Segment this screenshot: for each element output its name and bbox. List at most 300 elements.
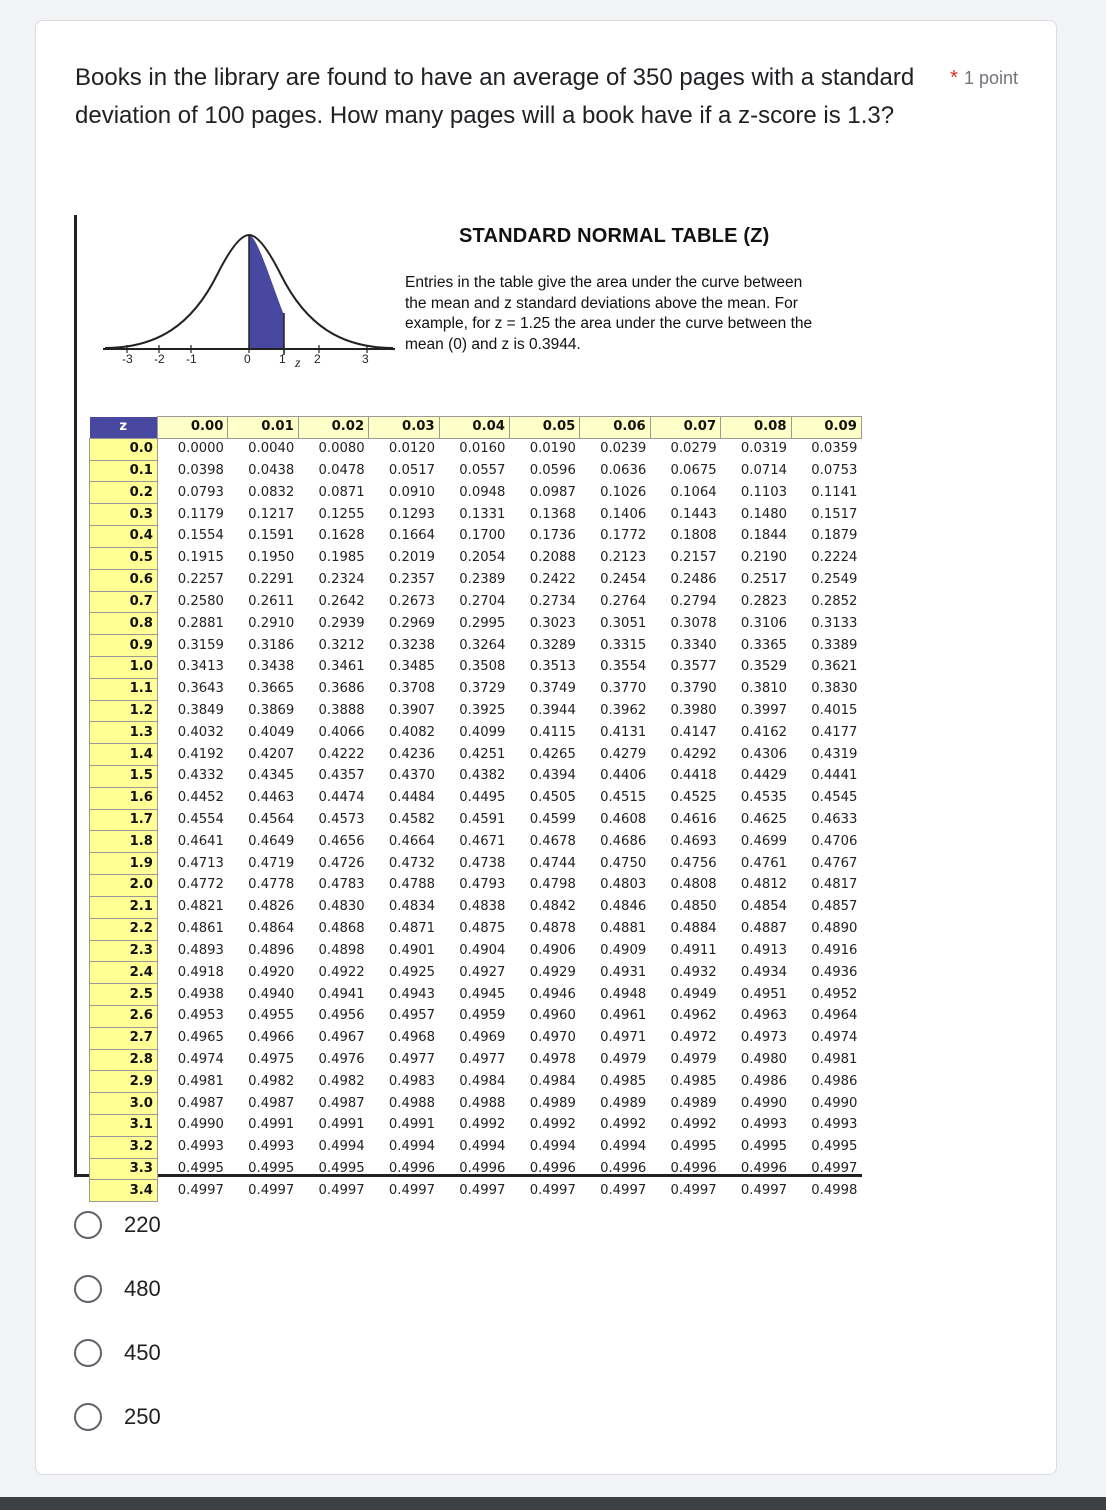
table-cell: 0.4973 bbox=[740, 1030, 788, 1046]
table-cell: 0.4997 bbox=[459, 1182, 506, 1198]
table-cell: 0.4236 bbox=[388, 746, 436, 762]
table-cell: 0.4515 bbox=[600, 790, 647, 806]
answer-options bbox=[74, 1193, 161, 1449]
table-row bbox=[90, 1115, 862, 1137]
table-cell: 0.4982 bbox=[248, 1073, 295, 1089]
table-cell: 0.4996 bbox=[600, 1161, 647, 1177]
table-cell: 0.1517 bbox=[811, 506, 858, 522]
table-cell: 0.4991 bbox=[248, 1117, 295, 1133]
row-header: 0.3 bbox=[90, 504, 158, 526]
table-cell: 0.4846 bbox=[600, 899, 647, 915]
axis-tick-label: 1 bbox=[279, 352, 286, 366]
radio-button[interactable] bbox=[74, 1403, 102, 1431]
table-cell: 0.3485 bbox=[388, 659, 436, 675]
standard-normal-table-image bbox=[74, 215, 862, 1198]
table-cell: 0.4990 bbox=[740, 1095, 788, 1111]
table-cell: 0.4980 bbox=[740, 1051, 788, 1067]
answer-option[interactable] bbox=[74, 1385, 161, 1449]
table-cell: 0.3023 bbox=[529, 615, 576, 631]
row-header: 0.6 bbox=[90, 569, 158, 591]
table-cell: 0.2939 bbox=[318, 615, 365, 631]
table-row bbox=[90, 1071, 862, 1093]
table-cell: 0.0279 bbox=[670, 441, 717, 457]
table-cell: 0.4961 bbox=[600, 1008, 647, 1024]
table-cell: 0.4192 bbox=[177, 746, 224, 762]
table-row bbox=[90, 766, 862, 788]
table-cell: 0.0948 bbox=[459, 484, 506, 500]
table-cell: 0.4115 bbox=[529, 724, 576, 740]
table-cell: 0.2910 bbox=[248, 615, 295, 631]
table-cell: 0.4793 bbox=[459, 877, 506, 893]
table-row bbox=[90, 1005, 862, 1027]
table-cell: 0.4994 bbox=[600, 1139, 647, 1155]
table-cell: 0.4985 bbox=[600, 1073, 647, 1089]
table-cell: 0.4871 bbox=[388, 921, 436, 937]
table-cell: 0.3665 bbox=[248, 681, 295, 697]
table-cell: 0.4975 bbox=[248, 1051, 295, 1067]
table-cell: 0.4992 bbox=[670, 1117, 717, 1133]
table-cell: 0.4955 bbox=[248, 1008, 295, 1024]
table-cell: 0.4936 bbox=[811, 964, 858, 980]
table-cell: 0.3810 bbox=[740, 681, 788, 697]
table-cell: 0.1985 bbox=[318, 550, 365, 566]
radio-button[interactable] bbox=[74, 1211, 102, 1239]
table-cell: 0.3159 bbox=[177, 637, 224, 653]
table-cell: 0.4452 bbox=[177, 790, 224, 806]
table-cell: 0.4997 bbox=[248, 1182, 295, 1198]
table-cell: 0.4279 bbox=[600, 746, 647, 762]
table-cell: 0.1879 bbox=[811, 528, 858, 544]
table-row bbox=[90, 896, 862, 918]
table-cell: 0.2357 bbox=[388, 572, 436, 588]
table-cell: 0.4952 bbox=[811, 986, 858, 1002]
column-header: 0.07 bbox=[650, 417, 720, 439]
table-cell: 0.4963 bbox=[740, 1008, 788, 1024]
option-label[interactable]: 450 bbox=[124, 1340, 161, 1365]
table-cell: 0.4649 bbox=[248, 833, 295, 849]
table-cell: 0.3438 bbox=[248, 659, 295, 675]
table-cell: 0.4357 bbox=[318, 768, 365, 784]
table-cell: 0.4996 bbox=[670, 1161, 717, 1177]
table-row bbox=[90, 678, 862, 700]
table-row bbox=[90, 809, 862, 831]
table-cell: 0.4830 bbox=[318, 899, 365, 915]
table-cell: 0.0832 bbox=[248, 484, 295, 500]
table-cell: 0.2389 bbox=[459, 572, 506, 588]
answer-option[interactable] bbox=[74, 1257, 161, 1321]
row-header: 0.9 bbox=[90, 635, 158, 657]
table-cell: 0.3340 bbox=[670, 637, 717, 653]
table-cell: 0.3365 bbox=[740, 637, 788, 653]
table-cell: 0.0987 bbox=[529, 484, 576, 500]
row-header: 0.2 bbox=[90, 482, 158, 504]
option-label[interactable]: 220 bbox=[124, 1212, 161, 1237]
table-cell: 0.4920 bbox=[248, 964, 295, 980]
table-cell: 0.3980 bbox=[670, 702, 717, 718]
table-cell: 0.3289 bbox=[529, 637, 576, 653]
row-header: 1.1 bbox=[90, 678, 158, 700]
table-cell: 0.4015 bbox=[811, 702, 858, 718]
answer-option[interactable] bbox=[74, 1193, 161, 1257]
column-header: 0.04 bbox=[439, 417, 509, 439]
table-cell: 0.4974 bbox=[811, 1030, 858, 1046]
table-cell: 0.1554 bbox=[177, 528, 224, 544]
table-cell: 0.2549 bbox=[811, 572, 858, 588]
table-cell: 0.4788 bbox=[388, 877, 436, 893]
option-label[interactable]: 250 bbox=[124, 1404, 161, 1429]
axis-tick-label: -1 bbox=[186, 352, 197, 366]
table-cell: 0.4812 bbox=[740, 877, 788, 893]
table-cell: 0.4162 bbox=[740, 724, 788, 740]
table-cell: 0.2454 bbox=[600, 572, 647, 588]
table-cell: 0.4998 bbox=[811, 1182, 858, 1198]
table-cell: 0.4554 bbox=[177, 812, 224, 828]
table-cell: 0.2517 bbox=[740, 572, 788, 588]
table-cell: 0.4573 bbox=[318, 812, 365, 828]
table-cell: 0.4750 bbox=[600, 855, 647, 871]
table-row bbox=[90, 940, 862, 962]
radio-button[interactable] bbox=[74, 1275, 102, 1303]
table-cell: 0.4147 bbox=[670, 724, 717, 740]
table-cell: 0.4678 bbox=[529, 833, 576, 849]
table-cell: 0.0000 bbox=[177, 441, 224, 457]
table-cell: 0.2291 bbox=[248, 572, 295, 588]
table-row bbox=[90, 438, 862, 460]
table-cell: 0.4941 bbox=[318, 986, 365, 1002]
table-cell: 0.4994 bbox=[388, 1139, 436, 1155]
table-cell: 0.0675 bbox=[670, 463, 717, 479]
table-cell: 0.4441 bbox=[811, 768, 858, 784]
table-cell: 0.4940 bbox=[248, 986, 295, 1002]
table-cell: 0.0557 bbox=[459, 463, 506, 479]
table-cell: 0.4929 bbox=[529, 964, 576, 980]
table-cell: 0.4505 bbox=[529, 790, 576, 806]
table-cell: 0.4699 bbox=[740, 833, 788, 849]
table-cell: 0.0871 bbox=[318, 484, 365, 500]
table-cell: 0.3106 bbox=[740, 615, 788, 631]
table-cell: 0.4783 bbox=[318, 877, 365, 893]
table-cell: 0.4943 bbox=[388, 986, 436, 1002]
table-cell: 0.1591 bbox=[248, 528, 295, 544]
table-cell: 0.0596 bbox=[529, 463, 576, 479]
table-cell: 0.3186 bbox=[248, 637, 295, 653]
row-header: 2.3 bbox=[90, 940, 158, 962]
table-cell: 0.3513 bbox=[529, 659, 576, 675]
table-cell: 0.3907 bbox=[388, 702, 436, 718]
table-cell: 0.2969 bbox=[388, 615, 436, 631]
table-cell: 0.2422 bbox=[529, 572, 576, 588]
points-value: 1 point bbox=[963, 68, 1018, 88]
table-row bbox=[90, 1158, 862, 1180]
table-cell: 0.3133 bbox=[811, 615, 858, 631]
table-cell: 0.4495 bbox=[459, 790, 506, 806]
table-row bbox=[90, 1093, 862, 1115]
column-header: 0.00 bbox=[158, 417, 228, 439]
table-cell: 0.4953 bbox=[177, 1008, 224, 1024]
table-cell: 0.4207 bbox=[248, 746, 295, 762]
table-cell: 0.2764 bbox=[600, 593, 647, 609]
table-cell: 0.2190 bbox=[740, 550, 788, 566]
table-cell: 0.4987 bbox=[318, 1095, 365, 1111]
column-header: 0.09 bbox=[791, 417, 861, 439]
table-row bbox=[90, 1027, 862, 1049]
table-cell: 0.4641 bbox=[177, 833, 224, 849]
table-cell: 0.4990 bbox=[811, 1095, 858, 1111]
table-cell: 0.2324 bbox=[318, 572, 365, 588]
table-cell: 0.4995 bbox=[670, 1139, 717, 1155]
table-cell: 0.4881 bbox=[600, 921, 647, 937]
row-header: 1.2 bbox=[90, 700, 158, 722]
table-cell: 0.4938 bbox=[177, 986, 224, 1002]
table-row bbox=[90, 1136, 862, 1158]
table-cell: 0.2995 bbox=[459, 615, 506, 631]
table-cell: 0.0319 bbox=[740, 441, 788, 457]
table-cell: 0.4976 bbox=[318, 1051, 365, 1067]
table-cell: 0.4664 bbox=[388, 833, 436, 849]
table-cell: 0.4993 bbox=[740, 1117, 788, 1133]
axis-tick-label: 3 bbox=[362, 352, 369, 366]
table-cell: 0.3708 bbox=[388, 681, 436, 697]
table-cell: 0.4834 bbox=[388, 899, 436, 915]
table-cell: 0.4927 bbox=[459, 964, 506, 980]
table-cell: 0.3925 bbox=[459, 702, 506, 718]
table-row bbox=[90, 984, 862, 1006]
table-cell: 0.4875 bbox=[459, 921, 506, 937]
table-cell: 0.4821 bbox=[177, 899, 224, 915]
table-cell: 0.1480 bbox=[740, 506, 788, 522]
table-cell: 0.4996 bbox=[388, 1161, 436, 1177]
table-cell: 0.3849 bbox=[177, 702, 224, 718]
row-header: 1.8 bbox=[90, 831, 158, 853]
table-cell: 0.3529 bbox=[740, 659, 788, 675]
table-cell: 0.3212 bbox=[318, 637, 365, 653]
table-cell: 0.4032 bbox=[177, 724, 224, 740]
table-cell: 0.1064 bbox=[670, 484, 717, 500]
table-cell: 0.2580 bbox=[177, 593, 224, 609]
table-row bbox=[90, 918, 862, 940]
column-header: 0.03 bbox=[369, 417, 439, 439]
table-cell: 0.4633 bbox=[811, 812, 858, 828]
table-cell: 0.3830 bbox=[811, 681, 858, 697]
answer-option[interactable] bbox=[74, 1321, 161, 1385]
table-cell: 0.3078 bbox=[670, 615, 717, 631]
table-cell: 0.4738 bbox=[459, 855, 506, 871]
table-cell: 0.4916 bbox=[811, 942, 858, 958]
table-cell: 0.4990 bbox=[177, 1117, 224, 1133]
table-cell: 0.4222 bbox=[318, 746, 365, 762]
table-row bbox=[90, 526, 862, 548]
table-cell: 0.4463 bbox=[248, 790, 295, 806]
row-header: 3.3 bbox=[90, 1158, 158, 1180]
table-cell: 0.4719 bbox=[248, 855, 295, 871]
table-cell: 0.0438 bbox=[248, 463, 295, 479]
table-cell: 0.0753 bbox=[811, 463, 858, 479]
table-cell: 0.4474 bbox=[318, 790, 365, 806]
table-cell: 0.4977 bbox=[459, 1051, 506, 1067]
table-cell: 0.4082 bbox=[388, 724, 436, 740]
table-cell: 0.2019 bbox=[388, 550, 436, 566]
table-cell: 0.1255 bbox=[318, 506, 365, 522]
option-label[interactable]: 480 bbox=[124, 1276, 161, 1301]
table-cell: 0.3508 bbox=[459, 659, 506, 675]
axis-tick-label: 2 bbox=[314, 352, 321, 366]
table-cell: 0.3888 bbox=[318, 702, 365, 718]
row-header: 1.5 bbox=[90, 766, 158, 788]
row-header: 0.4 bbox=[90, 526, 158, 548]
table-cell: 0.4564 bbox=[248, 812, 295, 828]
table-cell: 0.4951 bbox=[740, 986, 788, 1002]
column-header: 0.06 bbox=[580, 417, 650, 439]
table-cell: 0.4993 bbox=[811, 1117, 858, 1133]
table-corner: z bbox=[90, 417, 158, 439]
table-cell: 0.4332 bbox=[177, 768, 224, 784]
row-header: 1.7 bbox=[90, 809, 158, 831]
table-cell: 0.4893 bbox=[177, 942, 224, 958]
table-cell: 0.4965 bbox=[177, 1030, 224, 1046]
row-header: 2.7 bbox=[90, 1027, 158, 1049]
table-cell: 0.4995 bbox=[740, 1139, 788, 1155]
table-cell: 0.0793 bbox=[177, 484, 224, 500]
table-cell: 0.4989 bbox=[529, 1095, 576, 1111]
table-cell: 0.4959 bbox=[459, 1008, 506, 1024]
table-row bbox=[90, 656, 862, 678]
table-cell: 0.1179 bbox=[177, 506, 224, 522]
table-cell: 0.4981 bbox=[177, 1073, 224, 1089]
table-cell: 0.2257 bbox=[177, 572, 224, 588]
row-header: 0.8 bbox=[90, 613, 158, 635]
row-header: 1.4 bbox=[90, 744, 158, 766]
table-cell: 0.4996 bbox=[529, 1161, 576, 1177]
shaded-area bbox=[249, 235, 284, 348]
row-header: 2.6 bbox=[90, 1005, 158, 1027]
table-cell: 0.4972 bbox=[670, 1030, 717, 1046]
table-cell: 0.1443 bbox=[670, 506, 717, 522]
row-header: 2.5 bbox=[90, 984, 158, 1006]
table-cell: 0.4966 bbox=[248, 1030, 295, 1046]
table-cell: 0.4988 bbox=[459, 1095, 506, 1111]
table-cell: 0.4842 bbox=[529, 899, 576, 915]
table-row bbox=[90, 460, 862, 482]
table-cell: 0.4984 bbox=[459, 1073, 506, 1089]
table-cell: 0.4977 bbox=[388, 1051, 436, 1067]
radio-button[interactable] bbox=[74, 1339, 102, 1367]
table-cell: 0.0478 bbox=[318, 463, 365, 479]
normal-curve-diagram bbox=[97, 215, 397, 380]
table-cell: 0.4997 bbox=[811, 1161, 858, 1177]
table-cell: 0.4319 bbox=[811, 746, 858, 762]
table-cell: 0.4778 bbox=[248, 877, 295, 893]
table-cell: 0.1772 bbox=[600, 528, 647, 544]
table-cell: 0.4931 bbox=[600, 964, 647, 980]
table-cell: 0.4987 bbox=[177, 1095, 224, 1111]
table-cell: 0.4744 bbox=[529, 855, 576, 871]
table-cell: 0.4995 bbox=[248, 1161, 295, 1177]
row-header: 0.0 bbox=[90, 438, 158, 460]
table-cell: 0.4808 bbox=[670, 877, 717, 893]
table-cell: 0.4582 bbox=[388, 812, 436, 828]
table-cell: 0.2794 bbox=[670, 593, 717, 609]
table-cell: 0.4992 bbox=[459, 1117, 506, 1133]
row-header: 3.4 bbox=[90, 1180, 158, 1202]
table-cell: 0.4969 bbox=[459, 1030, 506, 1046]
table-cell: 0.4854 bbox=[740, 899, 788, 915]
table-cell: 0.4251 bbox=[459, 746, 506, 762]
table-cell: 0.4989 bbox=[670, 1095, 717, 1111]
table-row bbox=[90, 1049, 862, 1071]
table-row bbox=[90, 744, 862, 766]
table-cell: 0.2642 bbox=[318, 593, 365, 609]
question-text: Books in the library are found to have an average of 350 pages with a standard deviation of 100 pages. How many pages will a book have if a z-score is 1.3? bbox=[75, 64, 915, 129]
table-cell: 0.4713 bbox=[177, 855, 224, 871]
axis-tick-label: -3 bbox=[122, 352, 133, 366]
table-cell: 0.4993 bbox=[177, 1139, 224, 1155]
table-cell: 0.3997 bbox=[740, 702, 788, 718]
row-header: 3.2 bbox=[90, 1136, 158, 1158]
table-cell: 0.4884 bbox=[670, 921, 717, 937]
question-card bbox=[35, 20, 1057, 1475]
table-row bbox=[90, 547, 862, 569]
row-header: 1.0 bbox=[90, 656, 158, 678]
table-cell: 0.4066 bbox=[318, 724, 365, 740]
table-cell: 0.4418 bbox=[670, 768, 717, 784]
table-cell: 0.4177 bbox=[811, 724, 858, 740]
table-cell: 0.4909 bbox=[600, 942, 647, 958]
table-cell: 0.4994 bbox=[318, 1139, 365, 1155]
table-cell: 0.4991 bbox=[388, 1117, 436, 1133]
table-cell: 0.4946 bbox=[529, 986, 576, 1002]
column-header: 0.08 bbox=[721, 417, 791, 439]
table-cell: 0.4986 bbox=[811, 1073, 858, 1089]
table-cell: 0.2224 bbox=[811, 550, 858, 566]
table-cell: 0.4049 bbox=[248, 724, 295, 740]
table-cell: 0.4898 bbox=[318, 942, 365, 958]
table-cell: 0.4997 bbox=[600, 1182, 647, 1198]
table-cell: 0.4686 bbox=[600, 833, 647, 849]
table-cell: 0.4948 bbox=[600, 986, 647, 1002]
table-cell: 0.3770 bbox=[600, 681, 647, 697]
table-row bbox=[90, 613, 862, 635]
table-cell: 0.2157 bbox=[670, 550, 717, 566]
table-cell: 0.4817 bbox=[811, 877, 858, 893]
table-row bbox=[90, 722, 862, 744]
table-cell: 0.3962 bbox=[600, 702, 647, 718]
table-cell: 0.4798 bbox=[529, 877, 576, 893]
table-cell: 0.0910 bbox=[388, 484, 436, 500]
table-cell: 0.4987 bbox=[248, 1095, 295, 1111]
z-marker: z bbox=[295, 356, 301, 371]
table-cell: 0.4803 bbox=[600, 877, 647, 893]
table-cell: 0.2088 bbox=[529, 550, 576, 566]
table-cell: 0.3944 bbox=[529, 702, 576, 718]
table-cell: 0.4656 bbox=[318, 833, 365, 849]
required-asterisk: * bbox=[950, 67, 958, 89]
table-cell: 0.4904 bbox=[459, 942, 506, 958]
table-row bbox=[90, 504, 862, 526]
table-row bbox=[90, 831, 862, 853]
table-cell: 0.3621 bbox=[811, 659, 858, 675]
table-cell: 0.2881 bbox=[177, 615, 224, 631]
table-cell: 0.1026 bbox=[600, 484, 647, 500]
table-cell: 0.1664 bbox=[388, 528, 436, 544]
table-cell: 0.3554 bbox=[600, 659, 647, 675]
column-header: 0.01 bbox=[228, 417, 298, 439]
row-header: 3.1 bbox=[90, 1115, 158, 1137]
table-row bbox=[90, 569, 862, 591]
table-cell: 0.4985 bbox=[670, 1073, 717, 1089]
table-cell: 0.1950 bbox=[248, 550, 295, 566]
table-cell: 0.4962 bbox=[670, 1008, 717, 1024]
table-cell: 0.1368 bbox=[529, 506, 576, 522]
